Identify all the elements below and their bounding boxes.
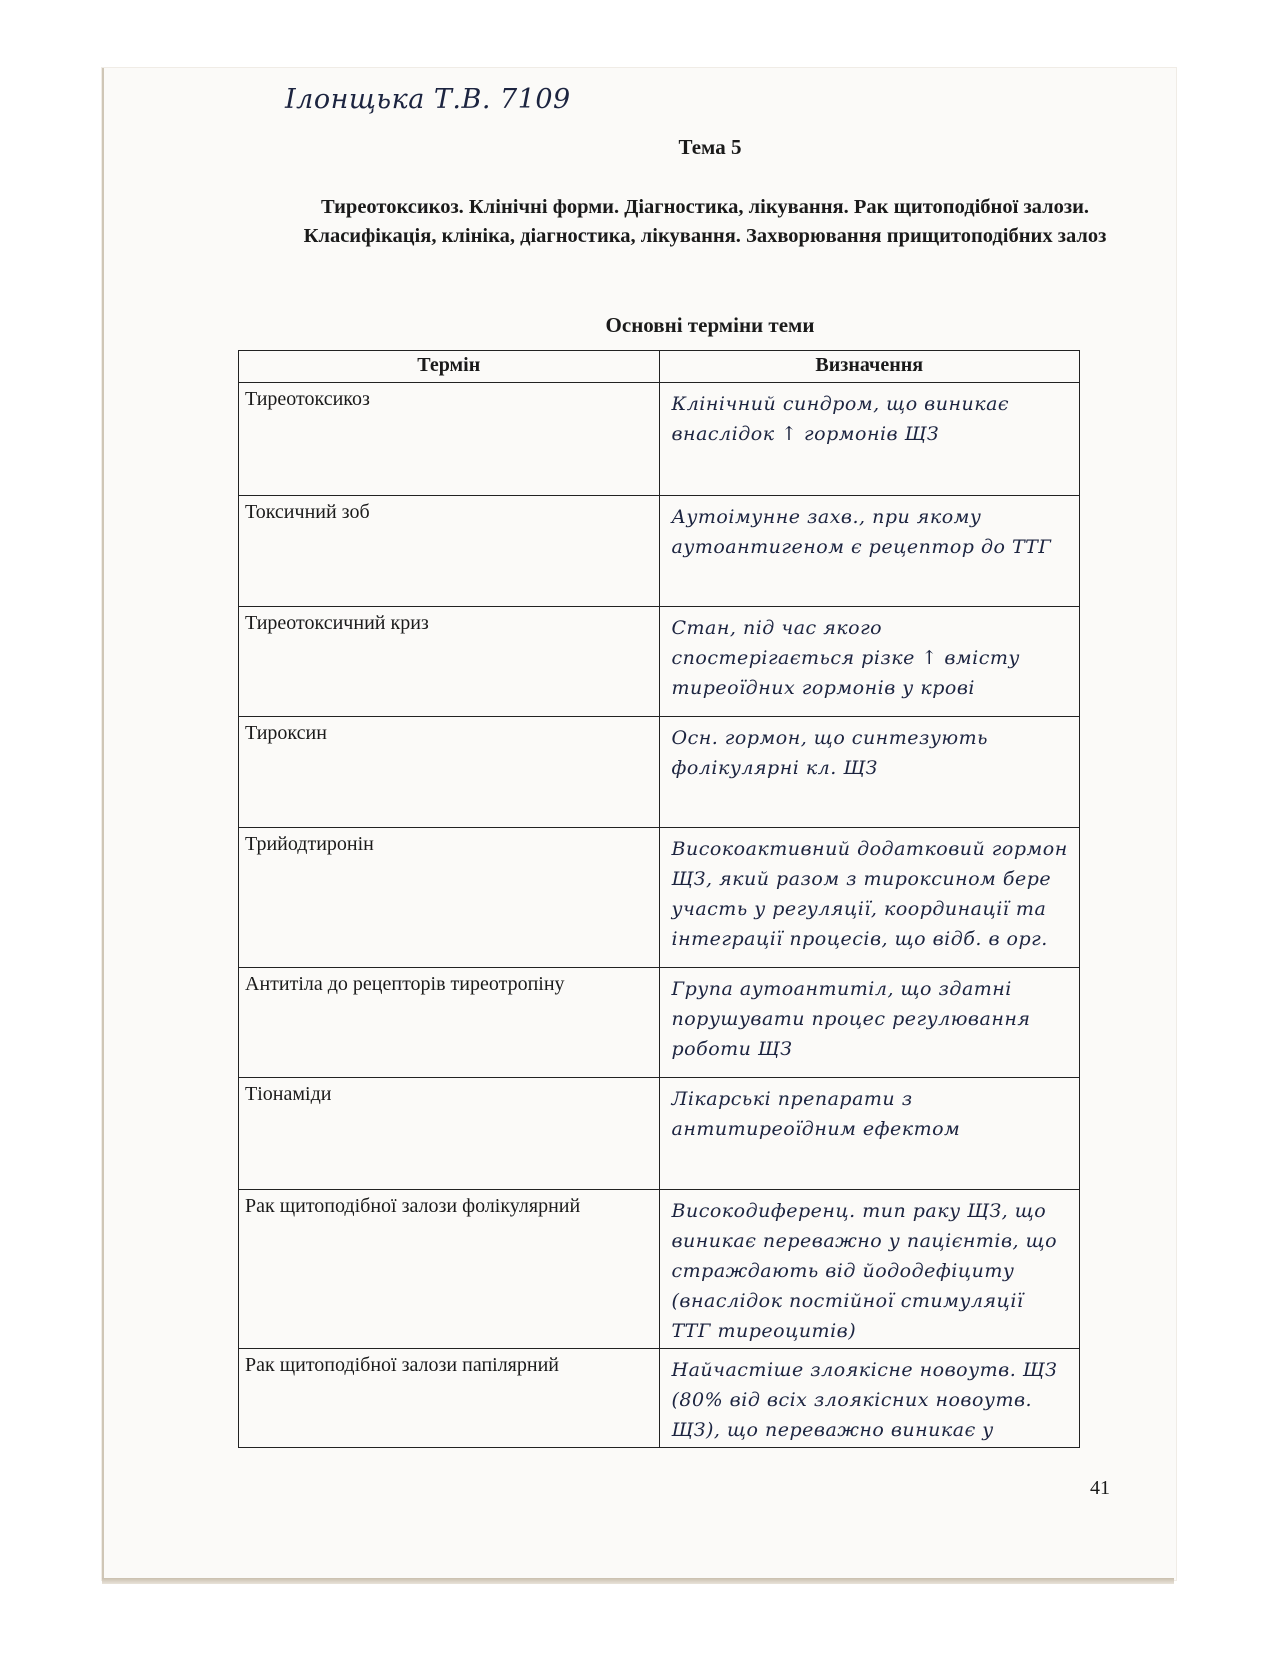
table-row <box>239 968 1080 1078</box>
table-row <box>239 828 1080 968</box>
table-row <box>239 1349 1080 1448</box>
terms-table <box>238 350 1080 1448</box>
term-cell: Тироксин <box>239 717 660 828</box>
term-cell: Тиреотоксичний криз <box>239 607 660 717</box>
definition-cell: Найчастіше злоякісне новоутв. ЩЗ (80% від всіх злоякісних новоутв. ЩЗ), що переважно виникає у <box>659 1349 1080 1448</box>
paper-edge <box>102 1578 1174 1584</box>
definition-cell: Стан, під час якого спостерігається різке ↑ вмісту тиреоїдних гормонів у крові <box>659 607 1080 717</box>
topic-heading: Тема 5 <box>678 135 742 159</box>
term-cell: Тиреотоксикоз <box>239 383 660 496</box>
table-row <box>239 1078 1080 1190</box>
column-header-term: Термін <box>239 351 660 383</box>
term-cell: Рак щитоподібної залози папілярний <box>239 1349 660 1448</box>
definition-cell: Аутоімунне захв., при якому аутоантигеном є рецептор до ТТГ <box>659 496 1080 607</box>
page-number: 41 <box>1090 1477 1110 1499</box>
table-header-row <box>239 351 1080 383</box>
definition-cell: Лікарські препарати з антитиреоїдним ефектом <box>659 1078 1080 1190</box>
terms-heading: Основні терміни теми <box>605 313 815 337</box>
handwritten-author-note: Ілонщька Т.В. 7109 <box>285 84 571 115</box>
table-row <box>239 717 1080 828</box>
table-row <box>239 607 1080 717</box>
term-cell: Токсичний зоб <box>239 496 660 607</box>
term-cell: Антитіла до рецепторів тиреотропіну <box>239 968 660 1078</box>
term-cell: Тіонаміди <box>239 1078 660 1190</box>
definition-cell: Високодиференц. тип раку ЩЗ, що виникає переважно у пацієнтів, що страждають від йододефіциту (внаслідок постійної стимуляції ТТГ тиреоцитів) <box>659 1190 1080 1349</box>
term-cell: Рак щитоподібної залози фолікулярний <box>239 1190 660 1349</box>
column-header-definition: Визначення <box>659 351 1080 383</box>
definition-cell: Клінічний синдром, що виникає внаслідок ↑ гормонів ЩЗ <box>659 383 1080 496</box>
definition-cell: Високоактивний додатковий гормон ЩЗ, який разом з тироксином бере участь у регуляції, координації та інтеграції процесів, що відб. в орг. <box>659 828 1080 968</box>
term-cell: Трийодтиронін <box>239 828 660 968</box>
table-row <box>239 383 1080 496</box>
table-row <box>239 496 1080 607</box>
definition-cell: Осн. гормон, що синтезують фолікулярні кл. ЩЗ <box>659 717 1080 828</box>
definition-cell: Група аутоантитіл, що здатні порушувати процес регулювання роботи ЩЗ <box>659 968 1080 1078</box>
table-row <box>239 1190 1080 1349</box>
document-title: Тиреотоксикоз. Клінічні форми. Діагностика, лікування. Рак щитоподібної залози. Класифікація, клініка, діагностика, лікування. Захворювання прищитоподібних залоз <box>303 196 1107 247</box>
